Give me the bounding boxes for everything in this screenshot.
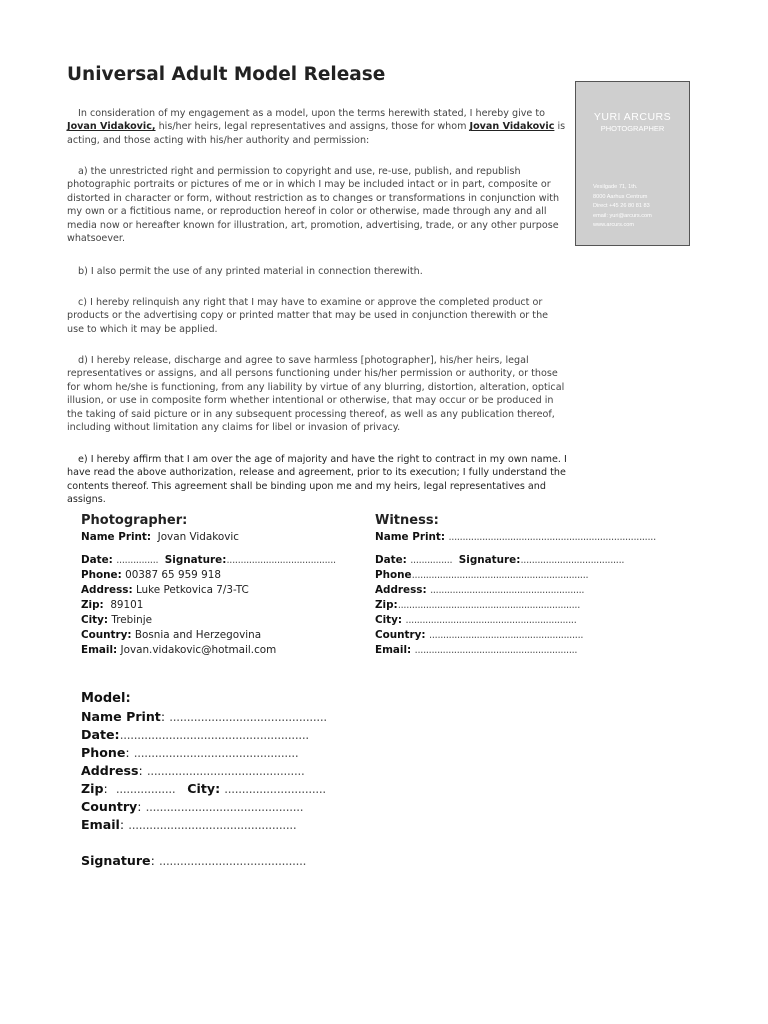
witness-zip-row: Zip:................................................................. — [375, 599, 580, 611]
photographer-email: Jovan.vidakovic@hotmail.com — [120, 644, 277, 656]
witness-email-row: Email: .......................................................... — [375, 644, 578, 656]
witness-country-row: Country: ....................................................... — [375, 629, 584, 641]
witness-date-field[interactable]: ............... — [410, 554, 453, 566]
intro-paragraph — [67, 107, 567, 147]
logo-contact — [593, 183, 652, 231]
model-address-row: Address: ............................................. — [81, 763, 305, 778]
photographer-zip-row: Zip: 89101 — [81, 599, 144, 611]
clause-a — [67, 165, 567, 245]
photographer-country-row: Country: Bosnia and Herzegovina — [81, 629, 262, 641]
photographer-name-link: Jovan Vidakovic — [469, 121, 555, 133]
witness-address-row: Address: ....................................................... — [375, 584, 585, 596]
model-address-field[interactable]: ............................................. — [146, 763, 305, 778]
photographer-country: Bosnia and Herzegovina — [134, 629, 262, 641]
intro-text: is acting, and those acting with his/her authority and permission: — [67, 121, 566, 146]
signature-field[interactable]: ....................................... — [226, 554, 336, 566]
model-signature-row: Signature: .......................................... — [81, 853, 306, 868]
clause-b — [67, 265, 567, 278]
model-signature-field[interactable]: .......................................... — [158, 853, 306, 868]
model-zip-field[interactable]: ................. — [115, 781, 176, 796]
model-phone-row: Phone: ............................................... — [81, 745, 299, 760]
logo-contact-line: 8000 Aarhus Centrum — [593, 193, 648, 200]
witness-city-field[interactable]: ............................................................. — [405, 614, 577, 626]
page-title: Universal Adult Model Release — [67, 64, 386, 85]
photographer-zip: 89101 — [110, 599, 144, 611]
photographer-name: Jovan Vidakovic — [157, 531, 239, 543]
photographer-city-row: City: Trebinje — [81, 614, 153, 626]
logo-brand: YURI ARCURS — [593, 111, 672, 123]
model-section — [81, 690, 327, 870]
model-date-row: Date:...................................................... — [81, 727, 309, 742]
witness-address-field[interactable]: ....................................................... — [429, 584, 585, 596]
model-country-field[interactable]: ............................................. — [145, 799, 304, 814]
photographer-name-row: Name Print: Jovan Vidakovic — [81, 531, 239, 543]
logo-contact-line: Vesilgade 71, 1th. — [593, 184, 638, 190]
witness-name-field[interactable]: .......................................................................... — [448, 531, 656, 543]
intro-text: his/her heirs, legal representatives and assigns, those for whom — [155, 121, 470, 133]
clause-c — [67, 296, 567, 336]
photographer-phone: 00387 65 959 918 — [125, 569, 221, 581]
model-name-field[interactable]: ............................................. — [169, 709, 327, 724]
witness-city-row: City: ............................................................. — [375, 614, 577, 626]
model-country-row: Country: ............................................. — [81, 799, 304, 814]
witness-zip-field[interactable]: ................................................................. — [397, 599, 580, 611]
photographer-city: Trebinje — [111, 614, 153, 626]
witness-name-row: Name Print: .......................................................................... — [375, 531, 656, 543]
logo-contact-line: www.arcurs.com — [593, 222, 635, 228]
logo-subtitle: PHOTOGRAPHER — [600, 124, 665, 133]
model-phone-field[interactable]: ............................................... — [133, 745, 299, 760]
photographer-email-row: Email: Jovan.vidakovic@hotmail.com — [81, 644, 277, 656]
model-email-row: Email: ................................................ — [81, 817, 297, 832]
date-field[interactable]: ............... — [116, 554, 159, 566]
photographer-name-link: Jovan Vidakovic, — [67, 121, 156, 133]
photographer-address: Luke Petkovica 7/3-TC — [135, 584, 249, 596]
photographer-section — [81, 513, 336, 658]
photographer-logo-card — [575, 81, 690, 246]
clause-c-text: c) I hereby relinquish any right that I may have to examine or approve the completed product or products or the advertising copy or printed matter that may be used in conjunction therewith or the use to which it may be applied. — [67, 297, 549, 335]
witness-country-field[interactable]: ....................................................... — [428, 629, 584, 641]
model-date-field[interactable]: ...................................................... — [119, 727, 309, 742]
photographer-address-row: Address: Luke Petkovica 7/3-TC — [81, 584, 249, 596]
model-email-field[interactable]: ................................................ — [128, 817, 297, 832]
photographer-phone-row: Phone: 00387 65 959 918 — [81, 569, 221, 581]
clause-e-text: e) I hereby affirm that I am over the age of majority and have the right to contract in my own name. I have read the above authorization, release and agreement, prior to its execution; I fully understand the contents thereof. This agreement shall be binding upon me and my heirs, legal representatives and assigns. — [67, 454, 567, 506]
witness-section — [375, 513, 656, 658]
model-name-row: Name Print: ............................................. — [81, 709, 327, 724]
clause-b-text: b) I also permit the use of any printed material in connection therewith. — [78, 266, 423, 277]
photographer-heading: Photographer: — [81, 513, 188, 528]
logo-contact-line: email: yuri@arcurs.com — [593, 212, 652, 219]
clause-d-text: d) I hereby release, discharge and agree to save harmless [photographer], his/her heirs, legal representatives or assigns, and all persons functioning under his/her permission or authority, or those for whom he/she is functioning, from any liability by virtue of any blurring, distortion, alteration, optical illusion, or use in composite form whether intentional or otherwise, that may occur or be produced in the taking of said picture or in any subsequent processing thereof, as well as any publication thereof, including without limitation any claims for libel or invasion of privacy. — [67, 355, 565, 434]
witness-phone-row: Phone............................................................... — [375, 569, 589, 581]
logo-contact-line: Direct +45 26 80 81 83 — [593, 203, 650, 209]
witness-phone-field[interactable]: ............................................................... — [411, 569, 589, 581]
clause-d — [67, 354, 567, 434]
witness-date-row: Date: ............... Signature:..................................... — [375, 554, 625, 566]
clause-a-text: a) the unrestricted right and permission to copyright and use, re-use, publish, and republish photographic portraits or pictures of me or in which I may be included intact or in part, composite or distorted in character or form, without restriction as to changes or transformations in conjunction with my own or a fictitious name, or reproduction hereof in color or otherwise, made through any and all media now or hereafter known for illustration, art, promotion, advertising, trade, or any other purpose whatsoever. — [67, 166, 560, 245]
model-heading: Model: — [81, 691, 131, 706]
witness-email-field[interactable]: .......................................................... — [414, 644, 578, 656]
photographer-date-row: Date: ............... Signature:....................................... — [81, 554, 336, 566]
model-city-field[interactable]: ............................. — [224, 781, 326, 796]
intro-text: In consideration of my engagement as a model, upon the terms herewith stated, I hereby give to — [78, 108, 546, 119]
clause-e — [67, 453, 567, 507]
model-zip-row: Zip: ................. City: ............................. — [81, 781, 326, 796]
witness-signature-field[interactable]: ..................................... — [520, 554, 625, 566]
witness-heading: Witness: — [375, 513, 439, 528]
